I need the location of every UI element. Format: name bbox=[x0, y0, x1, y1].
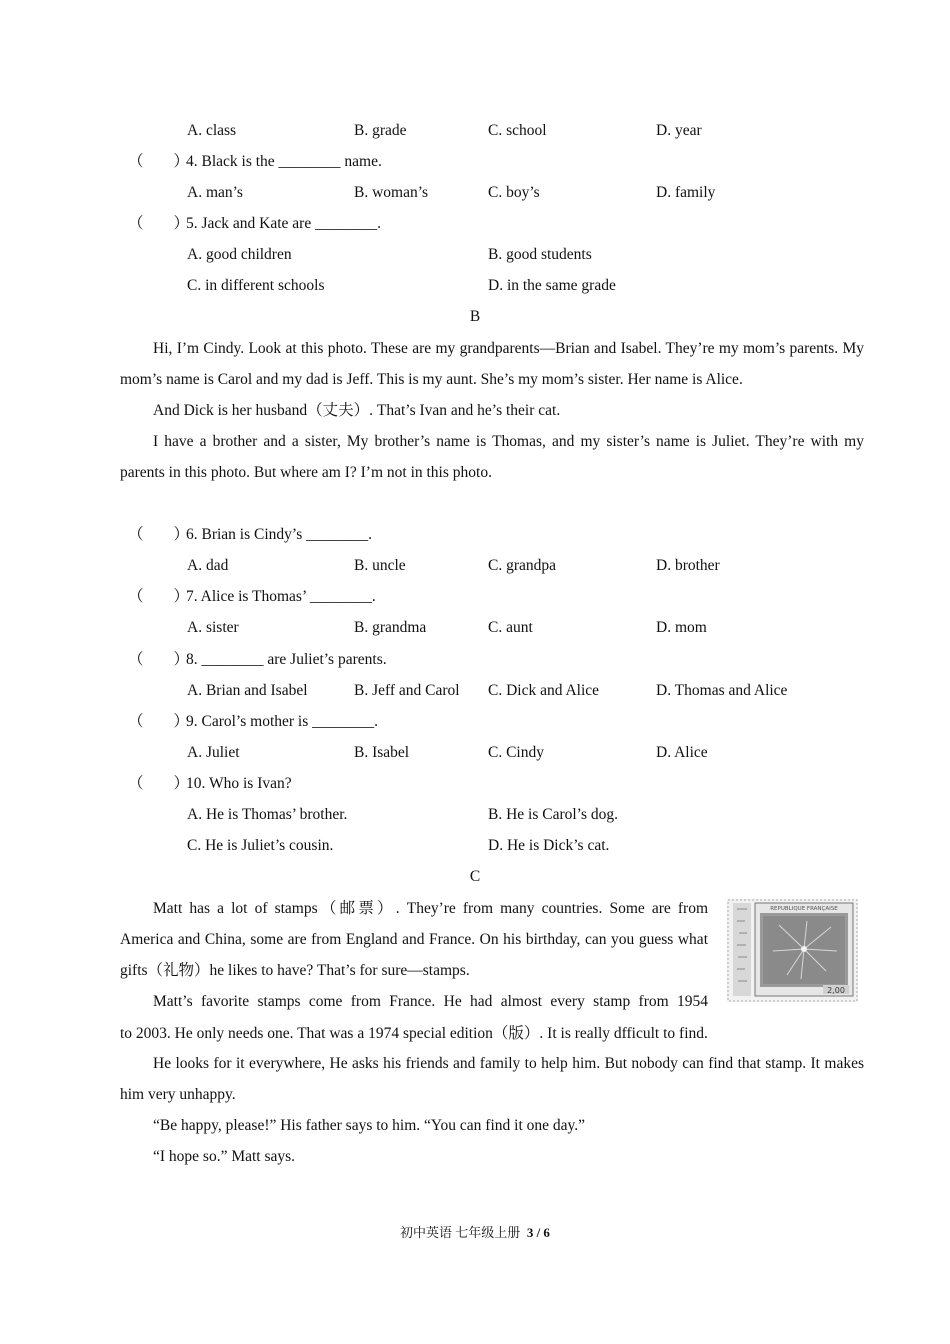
section-c-paragraph: “Be happy, please!” His father says to him. “You can find it one day.” bbox=[153, 1117, 586, 1134]
section-b-passage bbox=[120, 333, 864, 488]
q10-option-d: D. He is Dick’s cat. bbox=[488, 837, 610, 854]
q4-option-a: A. man’s bbox=[187, 184, 243, 201]
section-c-paragraph: Matt has a lot of stamps（邮票）. They’re from many countries. Some are from America and China, some are from England and France. On his birthday, can you guess what gifts（礼物）he likes to have? That’s for sure—stamps. bbox=[120, 900, 708, 979]
q5-option-c: C. in different schools bbox=[187, 277, 325, 294]
question-10 bbox=[128, 774, 292, 794]
answer-paren-open: （ bbox=[128, 775, 144, 792]
question-text: 6. Brian is Cindy’s ________. bbox=[186, 526, 373, 543]
question-4 bbox=[128, 152, 382, 172]
q8-option-d: D. Thomas and Alice bbox=[656, 682, 788, 699]
section-c-heading: C bbox=[469, 868, 481, 885]
q7-option-b: B. grandma bbox=[354, 619, 427, 636]
q4-option-b: B. woman’s bbox=[354, 184, 429, 201]
q3-option-b: B. grade bbox=[354, 122, 407, 139]
section-b-paragraph: And Dick is her husband（丈夫）. That’s Ivan and he’s their cat. bbox=[153, 402, 561, 419]
answer-paren-close: ） bbox=[173, 588, 190, 605]
question-9 bbox=[128, 712, 378, 732]
stamp-country-text: REPUBLIQUE FRANÇAISE bbox=[770, 906, 838, 912]
q10-option-b: B. He is Carol’s dog. bbox=[488, 806, 619, 823]
q3-option-c: C. school bbox=[488, 122, 547, 139]
section-c-paragraph: Matt’s favorite stamps come from France. He had almost every stamp from 1954 bbox=[153, 993, 708, 1010]
answer-paren-close: ） bbox=[173, 775, 190, 792]
section-c-passage-wide bbox=[120, 1048, 864, 1172]
question-5 bbox=[128, 214, 381, 234]
answer-paren-open: （ bbox=[128, 153, 144, 170]
q6-option-d: D. brother bbox=[656, 557, 720, 574]
answer-paren-open: （ bbox=[128, 215, 144, 232]
q7-option-c: C. aunt bbox=[488, 619, 533, 636]
page-footer bbox=[0, 1224, 950, 1242]
q6-option-b: B. uncle bbox=[354, 557, 406, 574]
q4-option-c: C. boy’s bbox=[488, 184, 540, 201]
section-c-paragraph: “I hope so.” Matt says. bbox=[153, 1148, 296, 1165]
question-text: 7. Alice is Thomas’ ________. bbox=[186, 588, 376, 605]
q9-option-a: A. Juliet bbox=[187, 744, 240, 761]
answer-paren-close: ） bbox=[173, 215, 190, 232]
q9-option-c: C. Cindy bbox=[488, 744, 544, 761]
q8-option-c: C. Dick and Alice bbox=[488, 682, 600, 699]
q5-option-b: B. good students bbox=[488, 246, 592, 263]
section-c-paragraph-continuation: to 2003. He only needs one. That was a 1974 special edition（版）. It is really dfficult to find. bbox=[120, 1025, 708, 1042]
answer-paren-close: ） bbox=[173, 153, 190, 170]
question-text: 9. Carol’s mother is ________. bbox=[186, 713, 379, 730]
question-7 bbox=[128, 587, 376, 607]
section-c-paragraph: He looks for it everywhere, He asks his friends and family to help him. But nobody can find that stamp. It makes him very unhappy. bbox=[120, 1055, 864, 1103]
section-b-paragraph: I have a brother and a sister, My brother’s name is Thomas, and my sister’s name is Juliet. They’re with my parents in this photo. But where am I? I’m not in this photo. bbox=[120, 433, 864, 481]
section-b-paragraph: Hi, I’m Cindy. Look at this photo. These are my grandparents—Brian and Isabel. They’re my mom’s parents. My mom’s name is Carol and my dad is Jeff. This is my aunt. She’s my mom’s sister. Her name is Alice. bbox=[120, 340, 864, 388]
question-8 bbox=[128, 650, 387, 670]
q5-option-d: D. in the same grade bbox=[488, 277, 616, 294]
page-number: 3 / 6 bbox=[526, 1225, 550, 1240]
section-c-passage-narrow bbox=[120, 893, 708, 1017]
question-text: 5. Jack and Kate are ________. bbox=[186, 215, 381, 232]
q7-option-d: D. mom bbox=[656, 619, 707, 636]
q3-option-a: A. class bbox=[187, 122, 237, 139]
stamp-value-text: 2,00 bbox=[827, 986, 845, 995]
q3-option-d: D. year bbox=[656, 122, 702, 139]
question-6 bbox=[128, 525, 372, 545]
q10-option-a: A. He is Thomas’ brother. bbox=[187, 806, 348, 823]
question-text: 10. Who is Ivan? bbox=[186, 775, 292, 792]
q8-option-a: A. Brian and Isabel bbox=[187, 682, 308, 699]
question-text: 8. ________ are Juliet’s parents. bbox=[186, 651, 387, 668]
answer-paren-open: （ bbox=[128, 713, 144, 730]
answer-paren-open: （ bbox=[128, 526, 144, 543]
stamp-image bbox=[727, 899, 858, 1002]
q8-option-b: B. Jeff and Carol bbox=[354, 682, 460, 699]
answer-paren-close: ） bbox=[173, 651, 190, 668]
q4-option-d: D. family bbox=[656, 184, 716, 201]
q7-option-a: A. sister bbox=[187, 619, 239, 636]
question-text: 4. Black is the ________ name. bbox=[186, 153, 382, 170]
q6-option-a: A. dad bbox=[187, 557, 229, 574]
answer-paren-close: ） bbox=[173, 526, 190, 543]
section-b-heading: B bbox=[469, 308, 481, 325]
q10-option-c: C. He is Juliet’s cousin. bbox=[187, 837, 334, 854]
answer-paren-open: （ bbox=[128, 588, 144, 605]
q5-option-a: A. good children bbox=[187, 246, 292, 263]
answer-paren-close: ） bbox=[173, 713, 190, 730]
q9-option-b: B. Isabel bbox=[354, 744, 410, 761]
q9-option-d: D. Alice bbox=[656, 744, 708, 761]
footer-course: 初中英语 七年级上册 bbox=[400, 1225, 521, 1240]
q6-option-c: C. grandpa bbox=[488, 557, 557, 574]
answer-paren-open: （ bbox=[128, 651, 144, 668]
